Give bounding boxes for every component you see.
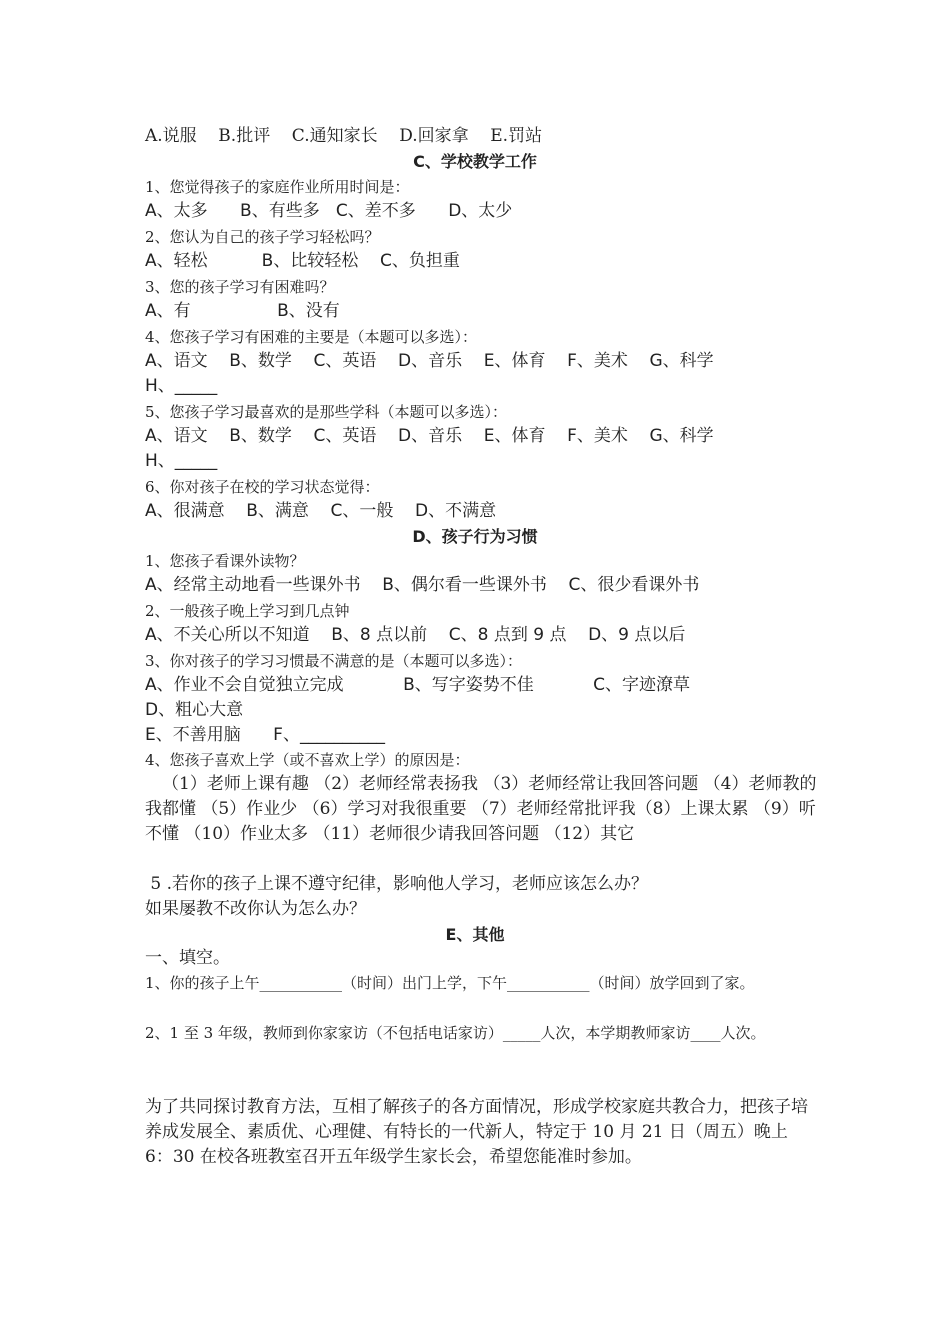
d-question-2: 2、一般孩子晚上学习到几点钟 [145, 602, 350, 620]
top-options-line: A.说服 B.批评 C.通知家长 D.回家拿 E.罚站 [145, 126, 543, 146]
c-options-2: A、轻松 B、比较轻松 C、负担重 [145, 251, 460, 271]
c-options-6: A、很满意 B、满意 C、一般 D、不满意 [145, 501, 497, 521]
c-question-1: 1、您觉得孩子的家庭作业所用时间是： [145, 178, 410, 196]
c-options-5: A、语文 B、数学 C、英语 D、音乐 E、体育 F、美术 G、科学 [145, 426, 714, 446]
c-options-4-other: H、_____ [145, 376, 218, 396]
e-fill-2: 2、1 至 3 年级，教师到你家家访（不包括电话家访）_____人次，本学期教师家访____人次。 [145, 1024, 766, 1042]
closing-paragraph: 为了共同探讨教育方法，互相了解孩子的各方面情况，形成学校家庭共教合力，把孩子培养成发展全、素质优、心理健、有特长的一代新人，特定于 10 月 21 日（周五）晚上 6：30 在校各班教室召开五年级学生家长会，希望您能准时参加。 [145, 1097, 808, 1167]
c-options-3: A、有 B、没有 [145, 301, 340, 321]
d-question-5-line-2: 如果屡教不改你认为怎么办？ [145, 899, 366, 919]
c-question-6: 6、你对孩子在校的学习状态觉得： [145, 478, 380, 496]
e-subheading: 一、填空。 [145, 948, 230, 968]
c-options-4: A、语文 B、数学 C、英语 D、音乐 E、体育 F、美术 G、科学 [145, 351, 714, 371]
c-question-5: 5、您孩子学习最喜欢的是那些学科（本题可以多选）： [145, 403, 508, 421]
c-question-4: 4、您孩子学习有困难的主要是（本题可以多选）： [145, 328, 478, 346]
d-reasons-paragraph: （1）老师上课有趣 （2）老师经常表扬我 （3）老师经常让我回答问题 （4）老师教的我都懂 （5）作业少 （6）学习对我很重要 （7）老师经常批评我（8）上课太累 （9）听不懂 （10）作业太多 （11）老师很少请我回答问题 （12）其它 [145, 774, 817, 844]
d-options-2: A、不关心所以不知道 B、8 点以前 C、8 点到 9 点 D、9 点以后 [145, 625, 686, 645]
d-options-3b: D、粗心大意 [145, 700, 244, 720]
d-options-3a: A、作业不会自觉独立完成 B、写字姿势不佳 C、字迹潦草 [145, 675, 691, 695]
d-options-1: A、经常主动地看一些课外书 B、偶尔看一些课外书 C、很少看课外书 [145, 575, 700, 595]
e-fill-1: 1、你的孩子上午___________（时间）出门上学，下午___________（时间）放学回到了家。 [145, 974, 755, 992]
d-question-1: 1、您孩子看课外读物？ [145, 552, 305, 570]
d-options-3c: E、不善用脑 F、__________ [145, 725, 385, 745]
c-question-3: 3、您的孩子学习有困难吗？ [145, 278, 335, 296]
section-d-heading: D、孩子行为习惯 [412, 527, 538, 546]
d-question-4: 4、您孩子喜欢上学（或不喜欢上学）的原因是： [145, 751, 470, 769]
d-question-3: 3、你对孩子的学习习惯最不满意的是（本题可以多选）： [145, 652, 523, 670]
section-e-heading: E、其他 [445, 925, 505, 944]
c-options-5-other: H、_____ [145, 451, 218, 471]
section-c-heading: C、学校教学工作 [413, 152, 537, 171]
c-options-1: A、太多 B、有些多 C、差不多 D、太少 [145, 201, 513, 221]
c-question-2: 2、您认为自己的孩子学习轻松吗？ [145, 228, 380, 246]
d-question-5-line-1: 5 .若你的孩子上课不遵守纪律，影响他人学习，老师应该怎么办？ [145, 874, 649, 894]
